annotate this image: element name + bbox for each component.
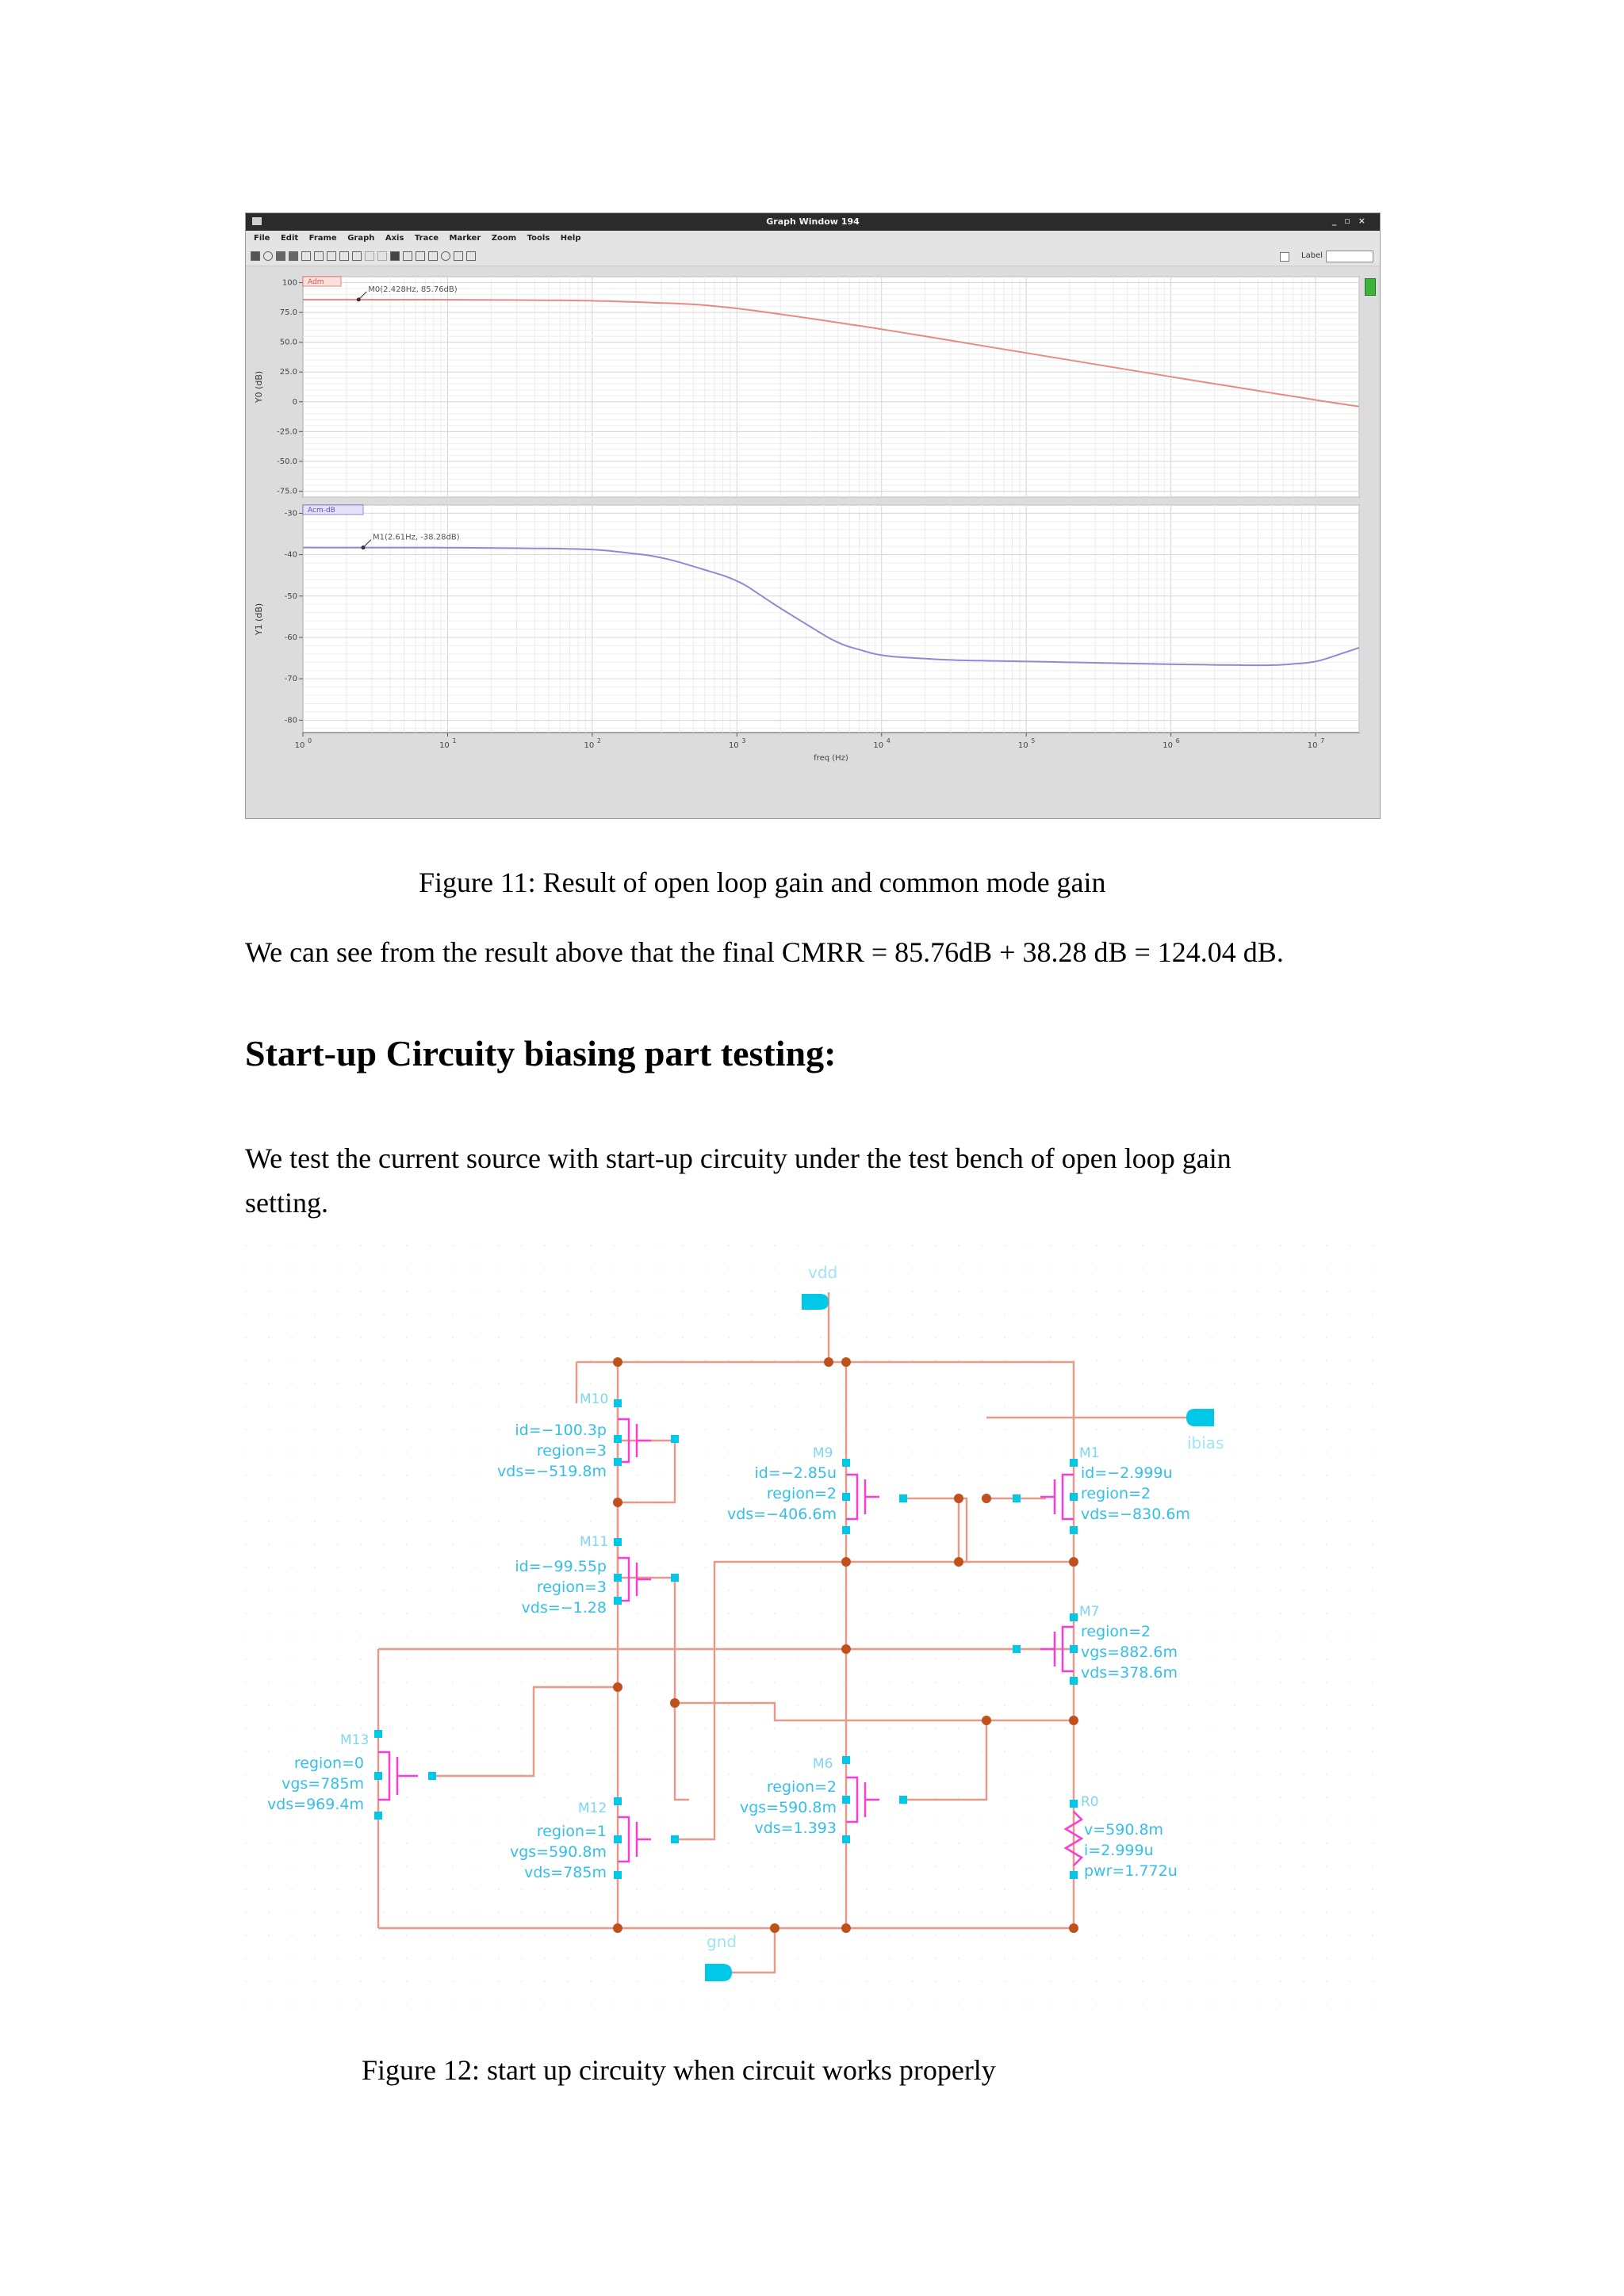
m1-id: id=−2.999u (1081, 1464, 1173, 1482)
m11-id: id=−99.55p (515, 1558, 607, 1575)
m7-region: region=2 (1081, 1623, 1151, 1640)
x-tick-label: 10 (728, 741, 739, 750)
m10-id: id=−100.3p (515, 1422, 607, 1439)
m9-region: region=2 (766, 1485, 837, 1502)
m12-vds: vds=785m (524, 1864, 607, 1881)
x-tick-label: 10 (294, 741, 305, 750)
y-tick-label: 100 (282, 278, 297, 288)
delta-icon[interactable] (416, 251, 425, 261)
startup-schematic (245, 1245, 1381, 2006)
y-tick-label: -30 (284, 509, 297, 519)
ibias-pin-label: ibias (1187, 1433, 1224, 1452)
menu-marker[interactable]: Marker (449, 234, 481, 243)
label-input[interactable] (1326, 251, 1373, 262)
x-tick-exponent: 4 (886, 737, 891, 744)
y-ticks (277, 279, 303, 496)
m10-name: M10 (580, 1391, 609, 1407)
menu-trace[interactable]: Trace (414, 234, 439, 243)
cross-icon[interactable] (377, 251, 387, 261)
fit-icon[interactable] (428, 251, 438, 261)
x-tick-label: 10 (1162, 741, 1174, 750)
panel-open-loop-gain (254, 277, 1359, 497)
r0-pwr: pwr=1.772u (1084, 1862, 1178, 1880)
x-tick-exponent: 1 (452, 737, 457, 744)
y1-axis-label: Y1 (dB) (254, 603, 264, 636)
marker-m1-label: M1(2.61Hz, -38.28dB) (373, 533, 460, 542)
y-tick-label: -50 (284, 591, 297, 601)
m6-name: M6 (813, 1756, 833, 1772)
m12-vgs: vgs=590.8m (509, 1843, 607, 1861)
m9-id: id=−2.85u (754, 1464, 837, 1482)
m1-name: M1 (1079, 1445, 1100, 1461)
fullscreen-icon[interactable] (466, 251, 476, 261)
figure-11-caption: Figure 11: Result of open loop gain and common mode gain (419, 867, 1106, 898)
m13-name: M13 (340, 1732, 370, 1748)
y-tick-label: 0 (292, 397, 297, 407)
y-tick-label: -75.0 (277, 487, 297, 496)
panel-common-mode-gain (254, 505, 1359, 763)
zoom-fit-icon[interactable] (454, 251, 463, 261)
m13-region: region=0 (293, 1755, 364, 1772)
m6-vds: vds=1.393 (754, 1820, 837, 1837)
crosshair-icon[interactable] (441, 251, 450, 261)
menu-axis[interactable]: Axis (385, 234, 404, 243)
print-icon[interactable] (251, 251, 260, 261)
x-tick-exponent: 3 (741, 737, 746, 744)
copy-icon[interactable] (289, 251, 298, 261)
m7-vgs: vgs=882.6m (1081, 1644, 1178, 1661)
paragraph-test-line2: setting. (245, 1187, 328, 1219)
panel-frame (303, 277, 1359, 497)
check-icon[interactable] (365, 251, 374, 261)
x-tick-label: 10 (439, 741, 450, 750)
m11-region: region=3 (536, 1578, 607, 1596)
vdd-pin-label: vdd (808, 1263, 838, 1282)
x-tick-label: 10 (1307, 741, 1318, 750)
trace-tag-adm: Adm (308, 278, 324, 286)
m11-name: M11 (580, 1534, 609, 1550)
menu-help[interactable]: Help (560, 234, 581, 243)
window-titlebar (246, 213, 1380, 231)
schematic-grid (245, 1245, 1381, 2006)
m6-vgs: vgs=590.8m (739, 1799, 837, 1816)
y-tick-label: -80 (284, 716, 297, 725)
save-icon[interactable] (276, 251, 285, 261)
toolbar (246, 247, 1380, 266)
paragraph-test-line1: We test the current source with start-up circuity under the test bench of open loop gain (245, 1142, 1231, 1174)
y-tick-label: 50.0 (279, 338, 297, 347)
r0-v: v=590.8m (1084, 1821, 1164, 1839)
m9-name: M9 (813, 1445, 833, 1461)
m6-region: region=2 (766, 1778, 837, 1796)
y0-axis-label: Y0 (dB) (254, 370, 264, 404)
undo-icon[interactable] (263, 251, 273, 261)
y-tick-label: -70 (284, 675, 297, 684)
grid-icon[interactable] (301, 251, 311, 261)
graph-window (245, 212, 1381, 819)
pan-icon[interactable] (339, 251, 349, 261)
m13-vds: vds=969.4m (266, 1796, 364, 1813)
r0-i: i=2.999u (1084, 1842, 1154, 1859)
label-checkbox[interactable] (1280, 252, 1289, 262)
x-tick-exponent: 6 (1175, 737, 1180, 744)
gnd-pin-shape (705, 1964, 732, 1981)
marker-icon[interactable] (403, 251, 412, 261)
r0-name: R0 (1081, 1794, 1099, 1810)
m7-name: M7 (1079, 1604, 1100, 1620)
trace-tag-acm: Acm-dB (308, 507, 335, 515)
x-tick-label: 10 (584, 741, 595, 750)
marker-m0-label: M0(2.428Hz, 85.76dB) (368, 285, 458, 294)
y-tick-label: -60 (284, 633, 297, 642)
cursor-icon[interactable] (390, 251, 400, 261)
panel-frame (303, 505, 1359, 733)
x-tick-exponent: 0 (308, 737, 312, 744)
x-ticks (295, 733, 1325, 750)
m1-region: region=2 (1081, 1485, 1151, 1502)
y-tick-label: 25.0 (279, 368, 297, 377)
plot-area (246, 266, 1381, 819)
window-controls[interactable]: _▫× (1331, 216, 1373, 226)
y-tick-label: -50.0 (277, 457, 297, 466)
y-tick-label: -40 (284, 550, 297, 560)
m1-vds: vds=−830.6m (1081, 1506, 1190, 1523)
figure-12-caption: Figure 12: start up circuity when circuit works properly (362, 2054, 996, 2086)
m9-vds: vds=−406.6m (727, 1506, 837, 1523)
menu-edit[interactable]: Edit (280, 234, 299, 243)
x-tick-exponent: 7 (1320, 737, 1325, 744)
m12-region: region=1 (536, 1823, 607, 1840)
m12-name: M12 (578, 1800, 607, 1816)
x-axis-label: freq (Hz) (814, 754, 848, 763)
menu-file[interactable]: File (254, 234, 270, 243)
label-checkbox-text: Label (1301, 251, 1323, 260)
x-tick-label: 10 (873, 741, 884, 750)
y-ticks (285, 509, 303, 725)
x-tick-exponent: 5 (1031, 737, 1036, 744)
menu-zoom[interactable]: Zoom (491, 234, 517, 243)
y-tick-label: -25.0 (277, 427, 297, 437)
menu-graph[interactable]: Graph (347, 234, 375, 243)
ibias-pin-shape (1186, 1409, 1214, 1426)
window-title: Graph Window 194 (766, 216, 860, 227)
menu-bar (246, 231, 1380, 247)
menu-frame[interactable]: Frame (308, 234, 337, 243)
x-tick-exponent: 2 (596, 737, 601, 744)
m11-vds: vds=−1.28 (521, 1599, 607, 1617)
table-icon[interactable] (314, 251, 324, 261)
paragraph-cmrr: We can see from the result above that the final CMRR = 85.76dB + 38.28 dB = 124.04 dB. (245, 936, 1284, 968)
section-heading: Start-up Circuity biasing part testing: (245, 1033, 837, 1073)
x-tick-label: 10 (1017, 741, 1028, 750)
m13-vgs: vgs=785m (282, 1775, 364, 1793)
y-tick-label: 75.0 (279, 308, 297, 318)
redraw-icon[interactable] (352, 251, 362, 261)
vdd-pin-shape (802, 1294, 829, 1310)
zoom-icon[interactable] (327, 251, 336, 261)
menu-tools[interactable]: Tools (527, 234, 550, 243)
m10-vds: vds=−519.8m (497, 1463, 607, 1480)
gnd-pin-label: gnd (707, 1932, 737, 1951)
m7-vds: vds=378.6m (1081, 1664, 1178, 1682)
m10-region: region=3 (536, 1442, 607, 1460)
